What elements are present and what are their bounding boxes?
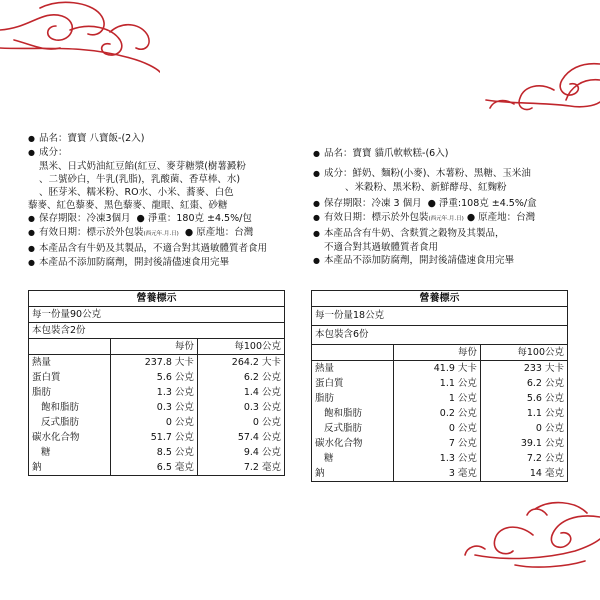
nutrient-value: 264.2 大卡 <box>197 355 284 371</box>
bullet-icon: ● <box>28 258 35 267</box>
nutrient-value: 0.3 公克 <box>197 400 284 415</box>
nutrient-value: 1.3 公克 <box>393 451 480 466</box>
nutrient-value: 8.5 公克 <box>110 445 197 460</box>
right-allergen-2: 不適合對其過敏體質者食用 <box>324 242 439 253</box>
nutrient-value: 237.8 大卡 <box>110 355 197 371</box>
bullet-icon: ● <box>313 199 320 208</box>
cloud-decoration-top-right <box>470 60 600 115</box>
left-col-per-serving: 每份 <box>110 339 197 355</box>
left-expiry-small: (西元年.月.日) <box>143 231 179 237</box>
bullet-icon: ● <box>466 212 476 223</box>
left-ingredients-row <box>28 146 290 159</box>
nutrient-value: 6.5 毫克 <box>110 460 197 476</box>
left-serving-size: 每一份量90公克 <box>29 307 285 323</box>
right-product-name: 品名：寶寶 貓爪軟軟糕-(6入) <box>324 148 449 159</box>
nutrient-name: 糖 <box>312 451 394 466</box>
bullet-icon: ● <box>184 227 194 238</box>
left-ingredients-line-3: 、胚芽米、糯米粉、RO水、小米、蕎麥、白色 <box>39 187 234 198</box>
bullet-icon: ● <box>313 213 320 222</box>
nutrient-value: 41.9 大卡 <box>393 361 480 377</box>
nutrient-value: 0 公克 <box>110 415 197 430</box>
nutrient-name: 反式脂肪 <box>29 415 111 430</box>
nutrient-name: 熱量 <box>29 355 111 371</box>
bullet-icon: ● <box>427 198 436 209</box>
nutrient-name: 脂肪 <box>29 385 111 400</box>
nutrient-name: 脂肪 <box>312 391 394 406</box>
nutrient-value: 1.1 公克 <box>393 376 480 391</box>
left-shelf-life: 保存期限：冷凍3個月 <box>39 213 131 224</box>
left-product-info <box>28 132 290 270</box>
left-ingredients-line-4: 藜麥、紅色藜麥、黑色藜麥、龍眼、紅棗、砂糖 <box>28 200 228 211</box>
nutrient-name: 碳水化合物 <box>312 436 394 451</box>
nutrient-value: 39.1 公克 <box>480 436 567 451</box>
bullet-icon: ● <box>313 169 320 178</box>
nutrient-value: 5.6 公克 <box>480 391 567 406</box>
nutrient-value: 1 公克 <box>393 391 480 406</box>
bullet-icon: ● <box>136 213 145 224</box>
nutrient-value: 14 毫克 <box>480 466 567 482</box>
nutrient-value: 51.7 公克 <box>110 430 197 445</box>
left-nutrition-table <box>28 290 285 476</box>
nutrient-name: 飽和脂肪 <box>312 406 394 421</box>
right-expiry-small: (西元年.月.日) <box>428 216 464 222</box>
right-product-name-row <box>313 147 575 160</box>
left-ingredients-line-1: 黑米、日式奶油紅豆餡(紅豆、麥芽糖漿(樹薯澱粉 <box>39 161 246 172</box>
right-shelf-row <box>313 197 575 210</box>
left-col-per-100g: 每100公克 <box>197 339 284 355</box>
bullet-icon: ● <box>313 149 320 158</box>
nutrient-value: 0 公克 <box>393 421 480 436</box>
right-col-per-serving: 每份 <box>393 345 480 361</box>
nutrient-value: 6.2 公克 <box>480 376 567 391</box>
left-ingredients-label: 成分： <box>39 147 68 158</box>
left-ingredients-line-2: 、二號砂白，牛乳(乳脂)，乳酸菌、香草棒、水) <box>39 174 241 185</box>
right-nutrition-title: 營養標示 <box>312 291 568 307</box>
right-allergen-row <box>313 227 575 240</box>
nutrient-value: 233 大卡 <box>480 361 567 377</box>
right-servings-per: 本包裝含6份 <box>312 326 568 345</box>
right-expiry-row <box>313 211 575 226</box>
nutrient-value: 3 毫克 <box>393 466 480 482</box>
right-ingredients: 成分：鮮奶、麵粉(小麥)、木薯粉、黑糖、玉米油 <box>324 168 531 179</box>
nutrient-name: 鈉 <box>312 466 394 482</box>
right-origin: 原產地：台灣 <box>478 212 536 223</box>
nutrient-name: 糖 <box>29 445 111 460</box>
bullet-icon: ● <box>28 214 35 223</box>
left-expiry: 有效日期：標示於外包裝 <box>39 227 144 238</box>
nutrient-name: 蛋白質 <box>312 376 394 391</box>
nutrient-value: 9.4 公克 <box>197 445 284 460</box>
nutrient-value: 5.6 公克 <box>110 370 197 385</box>
right-net-weight: 淨重:108克 ±4.5%/盒 <box>438 198 537 209</box>
left-servings-per: 本包裝含2份 <box>29 323 285 339</box>
nutrient-value: 7.2 毫克 <box>197 460 284 476</box>
nutrient-value: 57.4 公克 <box>197 430 284 445</box>
bullet-icon: ● <box>28 134 35 143</box>
right-product-info <box>313 147 575 268</box>
nutrient-name: 反式脂肪 <box>312 421 394 436</box>
left-product-name-row <box>28 132 290 145</box>
left-allergen-row <box>28 242 290 255</box>
nutrient-name: 熱量 <box>312 361 394 377</box>
left-allergen: 本產品含有牛奶及其製品，不適合對其過敏體質者食用 <box>39 243 268 254</box>
right-ingredients-line-2: 、米穀粉、黑米粉、新鮮酵母、紅麴粉 <box>345 182 507 193</box>
bullet-icon: ● <box>28 244 35 253</box>
nutrient-value: 7 公克 <box>393 436 480 451</box>
left-no-preservative: 本產品不添加防腐劑，開封後請儘速食用完畢 <box>39 257 230 268</box>
right-ingredients-row <box>313 167 575 180</box>
nutrient-name: 鈉 <box>29 460 111 476</box>
nutrient-value: 1.1 公克 <box>480 406 567 421</box>
nutrient-name: 蛋白質 <box>29 370 111 385</box>
left-product-name: 品名：寶寶 八寶飯-(2入) <box>39 133 145 144</box>
nutrient-name: 碳水化合物 <box>29 430 111 445</box>
nutrient-name: 飽和脂肪 <box>29 400 111 415</box>
nutrient-value: 1.3 公克 <box>110 385 197 400</box>
nutrient-value: 6.2 公克 <box>197 370 284 385</box>
nutrient-value: 0 公克 <box>480 421 567 436</box>
bullet-icon: ● <box>313 256 320 265</box>
bullet-icon: ● <box>313 229 320 238</box>
nutrient-value: 0 公克 <box>197 415 284 430</box>
right-col-per-100g: 每100公克 <box>480 345 567 361</box>
left-nutrition-title: 營養標示 <box>29 291 285 307</box>
left-net-weight: 淨重：180克 ±4.5%/包 <box>147 213 252 224</box>
right-allergen-1: 本產品含有牛奶、含麩質之穀物及其製品， <box>324 228 505 239</box>
right-expiry: 有效日期：標示於外包裝 <box>324 212 429 223</box>
right-preservative-row <box>313 254 575 267</box>
nutrient-value: 7.2 公克 <box>480 451 567 466</box>
left-preservative-row <box>28 256 290 269</box>
left-origin: 原產地：台灣 <box>196 227 254 238</box>
nutrient-value: 0.2 公克 <box>393 406 480 421</box>
right-shelf-life: 保存期限：冷凍 3 個月 <box>324 198 422 209</box>
left-shelf-row <box>28 212 290 225</box>
bullet-icon: ● <box>28 148 35 157</box>
left-expiry-row <box>28 226 290 241</box>
cloud-decoration-bottom-right <box>455 495 600 575</box>
right-nutrition-table <box>311 290 568 482</box>
cloud-decoration-top-left <box>0 0 160 75</box>
nutrient-value: 0.3 公克 <box>110 400 197 415</box>
right-no-preservative: 本產品不添加防腐劑，開封後請儘速食用完畢 <box>324 255 515 266</box>
right-serving-size: 每一份量18公克 <box>312 307 568 326</box>
nutrient-value: 1.4 公克 <box>197 385 284 400</box>
bullet-icon: ● <box>28 228 35 237</box>
